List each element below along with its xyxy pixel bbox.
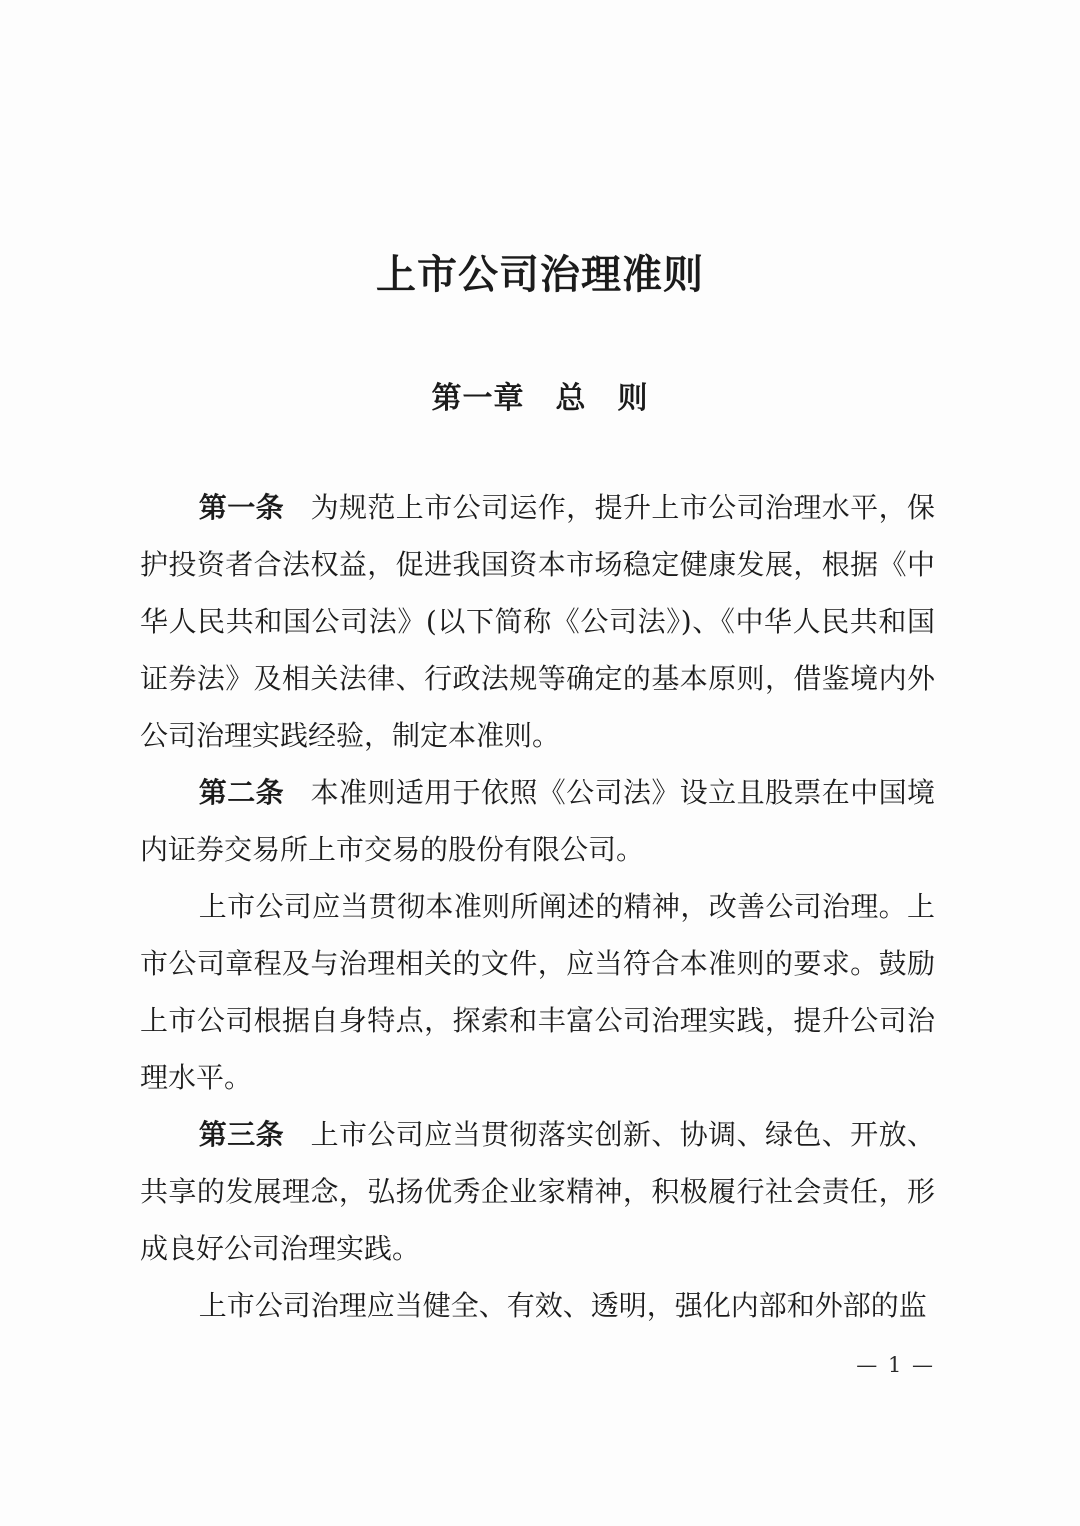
- paragraph-article-3-continued: [140, 1277, 935, 1334]
- article-2-text: 本准则适用于依照《公司法》设立且股票在中国境内证券交易所上市交易的股份有限公司。: [140, 776, 935, 866]
- article-1-number: 第一条: [198, 491, 284, 524]
- article-2-number: 第二条: [198, 776, 284, 809]
- paragraph-article-3: [140, 1106, 935, 1277]
- article-1-text: 为规范上市公司运作，提升上市公司治理水平，保护投资者合法权益，促进我国资本市场稳定健康发展，根据《中华人民共和国公司法》(以下简称《公司法》)、《中华人民共和国证券法》及相关法律、行政法规等确定的基本原则，借鉴境内外公司治理实践经验，制定本准则。: [140, 491, 935, 752]
- chapter-heading: 第一章 总 则: [431, 381, 649, 416]
- document-title: 上市公司治理准则: [376, 251, 704, 298]
- document-body: [140, 479, 935, 1334]
- paragraph-article-1: [140, 479, 935, 764]
- paragraph-article-2-continued: [140, 878, 935, 1106]
- page-number: — 1 —: [856, 1353, 935, 1377]
- article-3b-text: 上市公司治理应当健全、有效、透明，强化内部和外部的监: [198, 1289, 927, 1322]
- paragraph-article-2: [140, 764, 935, 878]
- article-2b-text: 上市公司应当贯彻本准则所阐述的精神，改善公司治理。上市公司章程及与治理相关的文件，应当符合本准则的要求。鼓励上市公司根据自身特点，探索和丰富公司治理实践，提升公司治理水平。: [140, 890, 935, 1094]
- article-3-number: 第三条: [198, 1118, 284, 1151]
- article-3-text: 上市公司应当贯彻落实创新、协调、绿色、开放、共享的发展理念，弘扬优秀企业家精神，积极履行社会责任，形成良好公司治理实践。: [140, 1118, 935, 1265]
